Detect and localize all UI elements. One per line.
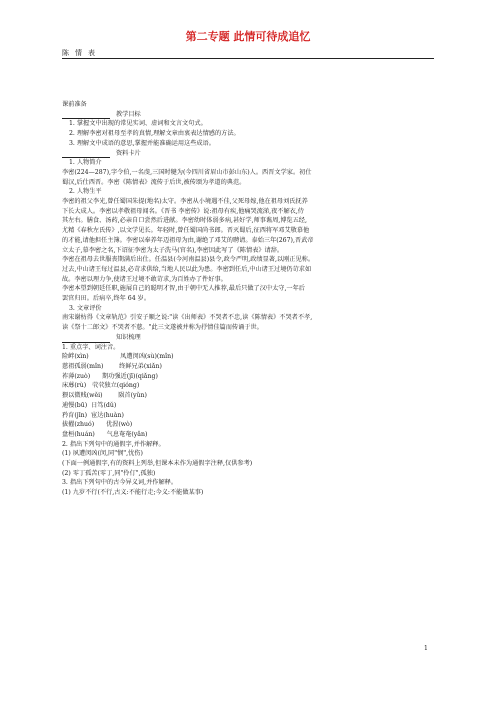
phonetic-line: 盘桓(huán) 气息奄奄(yǎn) [62,430,148,438]
kn2-heading: 2. 指出下列句中的通假字,并作解释。 [62,440,165,448]
review-heading: 3. 文章评价 [69,304,102,312]
page-number: 1 [424,645,428,652]
goal-item: 3. 理解文中成语的意思,掌握并能准确运用这些成语。 [69,139,215,147]
card-subheading [62,149,434,159]
kn2-line: (2) 零丁孤苦(零丁,同"伶仃",孤独) [62,469,156,477]
paragraph-line: 尤精《春秋左氏传》,以文学见长。年轻时,曾任蜀国尚书郎。晋灭蜀后,征西将军邓艾敬慕他 [62,227,310,235]
goals-heading-text: 教学目标 [116,110,141,118]
kn2-line: (下面一例通假字,有的资料上列举,但课本未作为通假字注释,仅供参考) [62,460,253,468]
paragraph-line: 读《祭十二郎文》不哭者不慈。"此三文遂被并称为抒情佳篇而传诵于世。 [62,324,263,332]
section-pre-heading: 课前准备 [62,101,87,108]
paragraph-line: 故。李密以理力争,使诸王过境不敢苛求,为百姓办了件好事。 [62,275,227,283]
goals-subheading [62,110,434,120]
phonetic-line: 矜育(jīn) 宦达(huàn) [62,411,124,419]
paragraph-line: 下长大成人。李密以孝敬祖母闻名。《晋书 李密传》说:祖母有疾,他痛哭流涕,夜不解衣,侍 [62,207,304,215]
card-heading-text: 资料卡片 [116,149,141,157]
phonetic-line: 猥以微贱(wěi) 陨首(yǔn) [62,392,147,400]
paragraph-line: 的才能,请他担任主簿。李密以奉养年迈祖母为由,谢绝了邓艾的聘请。泰始三年(267),晋武帝 [62,236,314,244]
document-body [62,100,434,498]
paragraph-line: 南宋谢枋得《文章轨范》引安子顺之说:"读《出师表》不哭者不忠,读《陈情表》不哭者不孝, [62,314,313,322]
knowledge-heading-text: 知识梳理 [116,333,141,341]
phonetic-line: 逋慢(bū) 日笃(dǔ) [62,401,117,409]
paragraph-line: 李密(224—287),字令伯,一名虔,三国时犍为(今四川省眉山市彭山东)人。西晋文学家。初仕 [62,168,312,176]
bio-heading: 1. 人物简介 [69,159,102,167]
heading-underline [62,335,110,343]
paragraph-line: 李密的祖父李光,曾任蜀国朱提(地名)太守。李密从小境遇不佳,父死母嫁,他在祖母刘氏抚养 [62,198,308,206]
header-label: 陈情表 [62,49,101,57]
phonetic-line: 拔擢(zhuó) 优渥(wò) [62,421,133,429]
kn3-heading: 3. 指出下列句中的古今异义词,并作解释。 [62,479,178,487]
phonetic-line: 慈祖孤弱(mǐn) 终鲜兄弟(xiǎn) [62,362,162,370]
paragraph-line: 过去,中山诸王每过温县,必苛求供给,当地人民以此为患。李密到任后,中山诸王过境仍苛求如 [62,265,312,273]
phonetic-line: 祚薄(zuò) 期功强近(jī)(qiǎng) [62,372,158,380]
kn1-heading: 1. 重点字、词注音。 [62,343,120,351]
paragraph-line: 蜀汉,后仕西晋。李密《陈情表》流传于后世,被传颂为孝道的典范。 [62,178,246,186]
story-heading: 2. 人物生平 [69,188,102,196]
paragraph-line: 立太子,慕李密之名,下诏征李密为太子洗马(官名),李密因此写了《陈情表》请辞。 [62,246,284,254]
paragraph-line: 其左右。膳食、汤药,必亲自口尝然后进献。李密幼时体弱多病,甚好学,师事谯周,博览五经, [62,217,307,225]
kn2-line: (1) 夙遭闵凶(闵,同"悯",忧伤) [62,450,143,458]
kn3-line: (1) 九岁不行(不行,古义:不能行走;今义:不能做某事) [62,489,204,497]
paragraph-line: 李密在祖母去世服丧期满后出仕。任温县(今河南温县)县令,政令严明,政绩显著,以刚正见称。 [62,256,315,264]
goal-item: 1. 掌握文中出现的常见实词、虚词和文言文句式。 [69,120,207,128]
paragraph-line: 罢官归田。后病卒,终年 64 岁。 [62,295,151,303]
phonetic-line: 床蓐(rù) 茕茕独立(qióng) [62,382,140,390]
knowledge-subheading [62,333,434,343]
phonetic-line: 险衅(xìn) 凤遭闵凶(sù)(mǐn) [62,353,174,361]
heading-underline [62,150,110,158]
goal-item: 2. 理解李密对祖母至孝的真情,理解文章由衷表达情感的方法。 [69,130,240,138]
page-title: 第二专题 此情可待成追忆 [185,30,311,43]
paragraph-line: 李密本望到朝廷任职,施展自己的聪明才智,由于朝中无人推荐,最后只做了汉中太守,一年后 [62,285,305,293]
heading-underline [62,111,110,119]
header-divider [62,58,434,59]
